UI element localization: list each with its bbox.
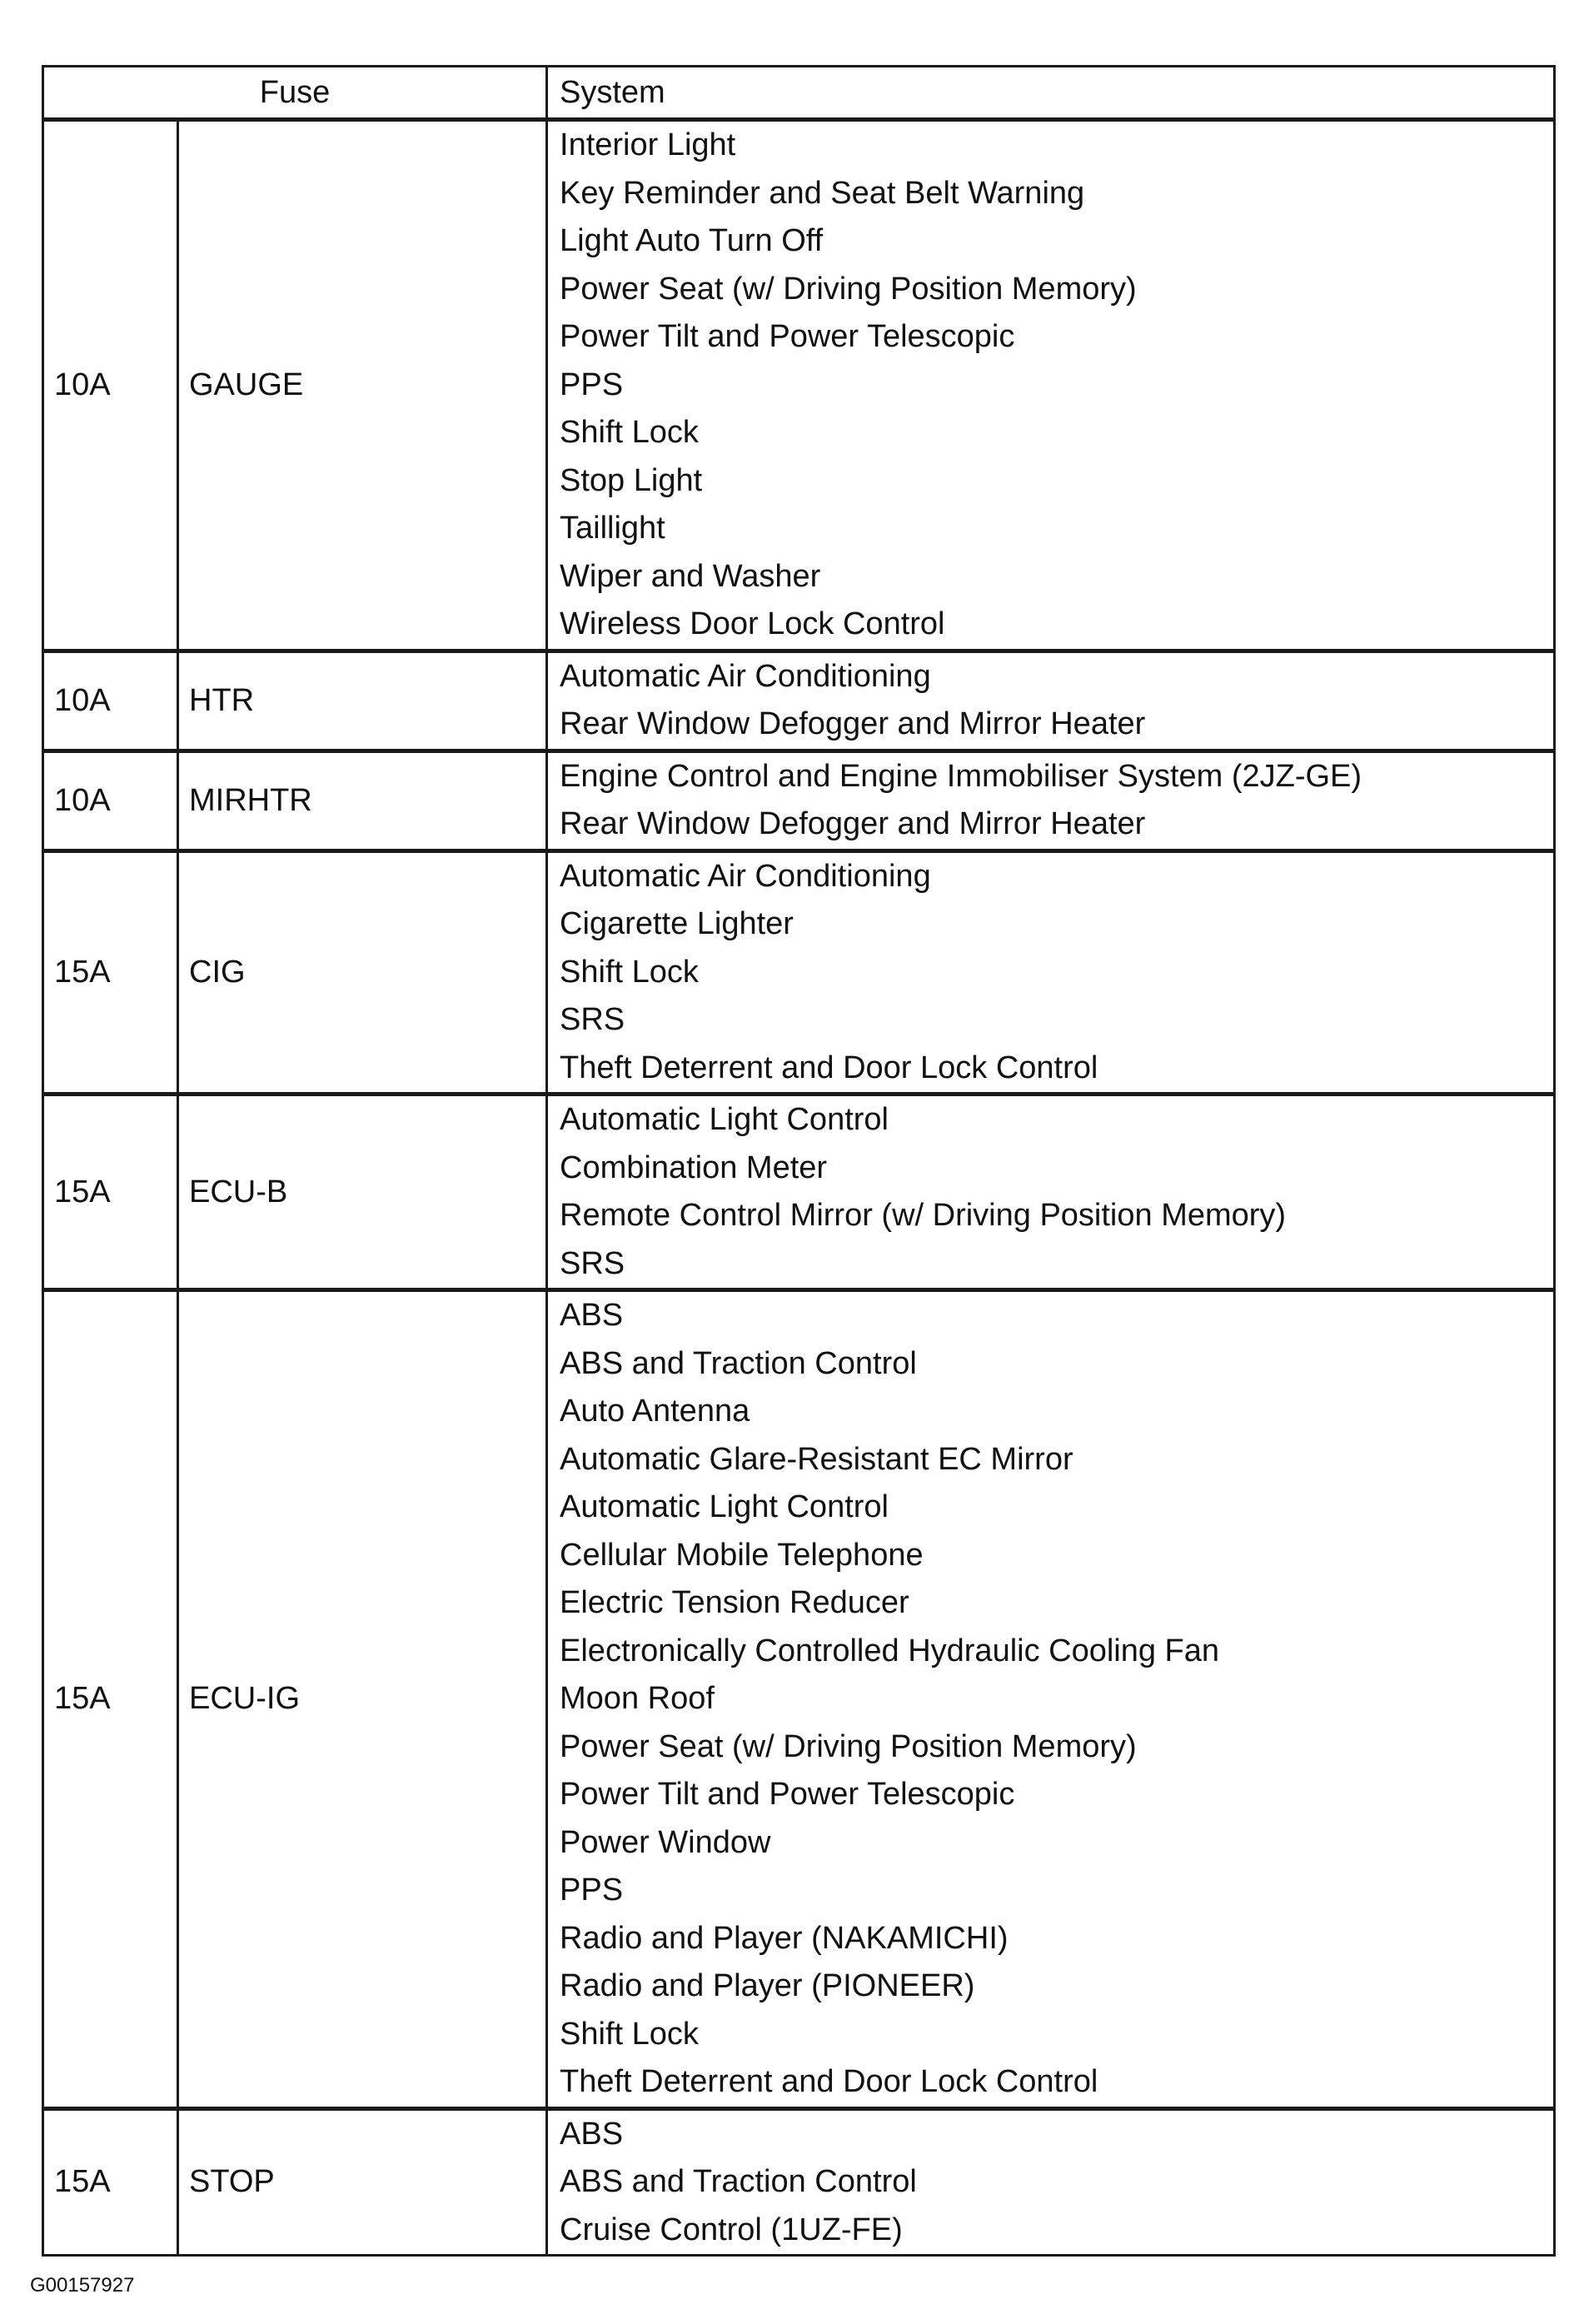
system-item: PPS bbox=[560, 1873, 624, 1908]
fuse-amperage: 15A bbox=[43, 850, 178, 1095]
system-item: Automatic Glare-Resistant EC Mirror bbox=[560, 1441, 1073, 1477]
system-item: ABS bbox=[560, 1298, 624, 1333]
system-item: Power Tilt and Power Telescopic bbox=[560, 1777, 1015, 1812]
system-list bbox=[547, 120, 1555, 651]
system-item: Power Tilt and Power Telescopic bbox=[560, 319, 1015, 354]
system-item: Remote Control Mirror (w/ Driving Position Memory) bbox=[560, 1198, 1287, 1233]
fuse-column-header: Fuse bbox=[43, 67, 547, 120]
system-list bbox=[547, 850, 1555, 1095]
table-row bbox=[43, 751, 1555, 850]
fuse-name: HTR bbox=[178, 651, 547, 751]
system-list bbox=[547, 1095, 1555, 1290]
fuse-name: STOP bbox=[178, 2108, 547, 2256]
fuse-amperage: 10A bbox=[43, 120, 178, 651]
system-item: Moon Roof bbox=[560, 1681, 715, 1716]
system-item: Auto Antenna bbox=[560, 1394, 750, 1429]
figure-code: G00157927 bbox=[30, 2274, 135, 2297]
system-item: Electronically Controlled Hydraulic Cooling Fan bbox=[560, 1633, 1220, 1668]
system-item: Stop Light bbox=[560, 462, 703, 498]
system-item: Interior Light bbox=[560, 127, 736, 162]
fuse-amperage: 10A bbox=[43, 651, 178, 751]
system-item: Shift Lock bbox=[560, 954, 699, 990]
fuse-name: MIRHTR bbox=[178, 751, 547, 850]
fuse-amperage: 15A bbox=[43, 1095, 178, 1290]
system-item: Engine Control and Engine Immobiliser System (2JZ-GE) bbox=[560, 758, 1362, 794]
fuse-name: CIG bbox=[178, 850, 547, 1095]
system-item: Theft Deterrent and Door Lock Control bbox=[560, 1050, 1098, 1085]
system-item: Taillight bbox=[560, 511, 665, 546]
system-item: Automatic Light Control bbox=[560, 1489, 889, 1524]
system-item: Shift Lock bbox=[560, 2016, 699, 2052]
fuse-name: ECU-B bbox=[178, 1095, 547, 1290]
system-list bbox=[547, 2108, 1555, 2256]
system-item: Automatic Air Conditioning bbox=[560, 658, 931, 694]
table-body bbox=[43, 120, 1555, 2256]
table-row bbox=[43, 120, 1555, 651]
system-item: Radio and Player (NAKAMICHI) bbox=[560, 1920, 1009, 1956]
table-row bbox=[43, 2108, 1555, 2256]
system-item: ABS bbox=[560, 2116, 624, 2152]
fuse-amperage: 15A bbox=[43, 2108, 178, 2256]
system-item: Power Seat (w/ Driving Position Memory) bbox=[560, 271, 1137, 307]
system-item: Radio and Player (PIONEER) bbox=[560, 1968, 975, 2003]
fuse-amperage: 15A bbox=[43, 1290, 178, 2109]
system-item: Power Window bbox=[560, 1824, 771, 1860]
system-item: Automatic Light Control bbox=[560, 1102, 889, 1137]
table-row bbox=[43, 1095, 1555, 1290]
table-row bbox=[43, 1290, 1555, 2109]
system-item: ABS and Traction Control bbox=[560, 2164, 917, 2199]
fuse-system-table bbox=[42, 65, 1556, 2257]
system-item: Key Reminder and Seat Belt Warning bbox=[560, 175, 1085, 211]
system-item: Electric Tension Reducer bbox=[560, 1585, 909, 1620]
system-item: Rear Window Defogger and Mirror Heater bbox=[560, 706, 1146, 741]
system-item: Shift Lock bbox=[560, 415, 699, 450]
system-list bbox=[547, 651, 1555, 751]
system-list bbox=[547, 1290, 1555, 2109]
system-item: Rear Window Defogger and Mirror Heater bbox=[560, 806, 1146, 841]
fuse-amperage: 10A bbox=[43, 751, 178, 850]
table-row bbox=[43, 850, 1555, 1095]
table-row bbox=[43, 651, 1555, 751]
system-item: Wiper and Washer bbox=[560, 558, 821, 594]
system-item: Power Seat (w/ Driving Position Memory) bbox=[560, 1728, 1137, 1764]
system-item: Automatic Air Conditioning bbox=[560, 858, 931, 894]
system-item: Cellular Mobile Telephone bbox=[560, 1537, 924, 1573]
system-item: Cruise Control (1UZ-FE) bbox=[560, 2212, 903, 2247]
system-item: ABS and Traction Control bbox=[560, 1345, 917, 1381]
system-item: Light Auto Turn Off bbox=[560, 223, 824, 258]
system-item: SRS bbox=[560, 1002, 625, 1037]
fuse-name: GAUGE bbox=[178, 120, 547, 651]
system-item: Combination Meter bbox=[560, 1150, 828, 1185]
system-item: SRS bbox=[560, 1245, 625, 1281]
system-item: PPS bbox=[560, 367, 624, 402]
system-item: Cigarette Lighter bbox=[560, 906, 794, 941]
fuse-name: ECU-IG bbox=[178, 1290, 547, 2109]
system-list bbox=[547, 751, 1555, 850]
system-item: Theft Deterrent and Door Lock Control bbox=[560, 2064, 1098, 2099]
table-header-row bbox=[43, 67, 1555, 120]
system-column-header: System bbox=[547, 67, 1555, 120]
system-item: Wireless Door Lock Control bbox=[560, 606, 945, 641]
